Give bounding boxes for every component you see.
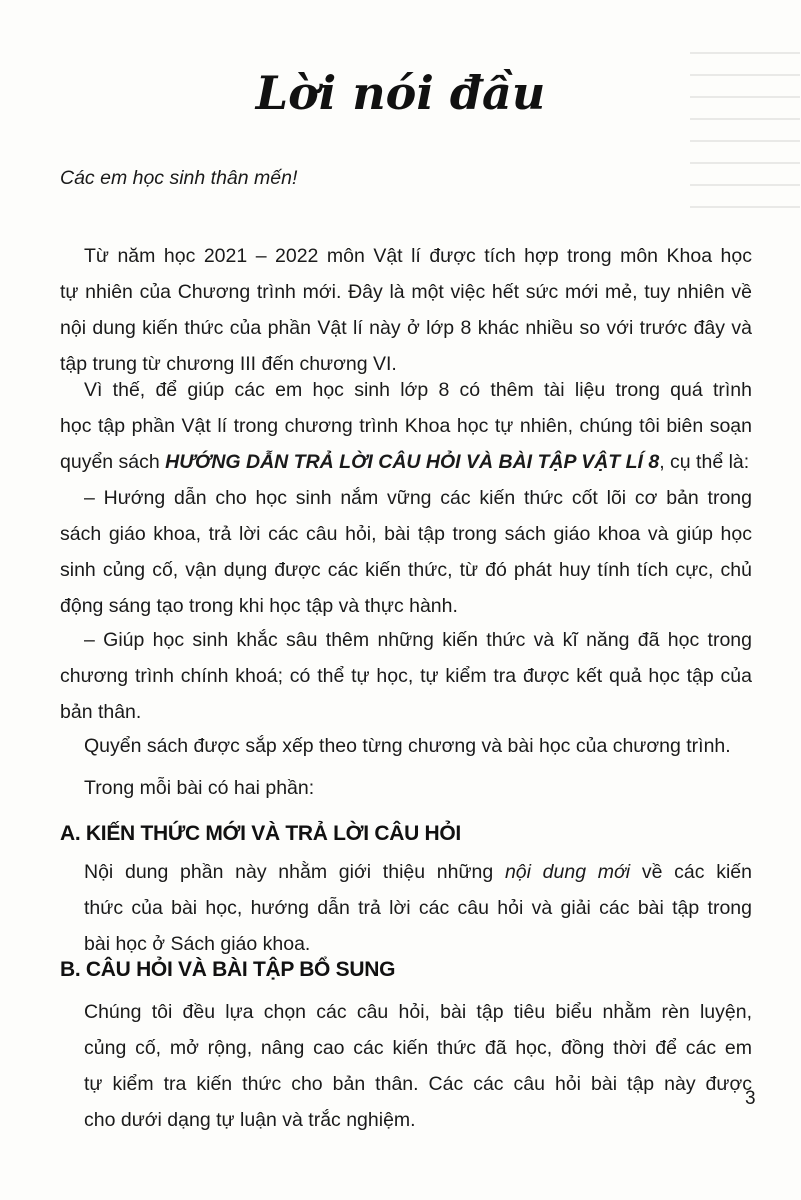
paragraph-line: cho dưới dạng tự luận và trắc nghiệm. [84,1109,416,1131]
emphasis-text: nội dung mới [504,861,631,883]
paragraph-structure: Quyển sách được sắp xếp theo từng chương và bài học của chương trình. [84,735,731,757]
text-run: , cụ thể là: [659,451,750,473]
section-b-body [84,994,752,1138]
paragraph-line: tự kiểm tra kiến thức cho bản thân. Các các câu hỏi bài tập này được [84,1073,752,1095]
paragraph-line: tập trung từ chương III đến chương VI. [60,353,397,375]
paragraph-line: thức của bài học, hướng dẫn trả lời các câu hỏi và giải các bài tập trong [84,897,752,919]
section-b-heading: B. CÂU HỎI VÀ BÀI TẬP BỔ SUNG [60,958,396,981]
section-a-heading: A. KIẾN THỨC MỚI VÀ TRẢ LỜI CÂU HỎI [60,822,461,845]
paragraph-intro [60,238,752,382]
paragraph-line: Vì thế, để giúp các em học sinh lớp 8 có thêm tài liệu trong quá trình [84,379,752,401]
bullet-item-1 [60,480,752,624]
page-number: 3 [745,1088,756,1109]
greeting: Các em học sinh thân mến! [60,167,298,189]
book-title: HƯỚNG DẪN TRẢ LỜI CÂU HỎI VÀ BÀI TẬP VẬT LÍ 8 [165,451,660,473]
paragraph-line: động sáng tạo trong khi học tập và thực hành. [60,595,458,617]
paragraph-line: bản thân. [60,701,142,723]
paragraph-line: Từ năm học 2021 – 2022 môn Vật lí được tích hợp trong môn Khoa học [84,245,752,267]
paragraph-line: nội dung kiến thức của phần Vật lí này ở lớp 8 khác nhiều so với trước đây và [60,317,752,339]
section-a-body [84,854,752,962]
paragraph-line: sách giáo khoa, trả lời các câu hỏi, bài tập trong sách giáo khoa và giúp học [60,523,752,545]
text-run: về các kiến [630,861,753,883]
bullet-item-2 [60,622,752,730]
paragraph-purpose [60,372,752,480]
paragraph-line: – Giúp học sinh khắc sâu thêm những kiến thức và kĩ năng đã học trong [84,629,752,651]
paragraph-line: sinh củng cố, vận dụng được các kiến thức, từ đó phát huy tính tích cực, chủ [60,559,752,581]
paragraph-line [84,854,752,890]
paragraph-line: bài học ở Sách giáo khoa. [84,933,311,955]
paragraph-line: học tập phần Vật lí trong chương trình Khoa học tự nhiên, chúng tôi biên soạn [60,415,752,437]
paragraph-line: củng cố, mở rộng, nâng cao các kiến thức đã học, đồng thời để các em [84,1037,752,1059]
paragraph-line [60,444,752,480]
paragraph-line: tự nhiên của Chương trình mới. Đây là một việc hết sức mới mẻ, tuy nhiên về [60,281,752,303]
paragraph-line: chương trình chính khoá; có thể tự học, tự kiểm tra được kết quả học tập của [60,665,752,687]
paragraph-line: Chúng tôi đều lựa chọn các câu hỏi, bài tập tiêu biểu nhằm rèn luyện, [84,1001,752,1023]
text-run: Nội dung phần này nhằm giới thiệu những [84,861,505,883]
paragraph-parts: Trong mỗi bài có hai phần: [84,777,315,799]
paragraph-line: – Hướng dẫn cho học sinh nắm vững các kiến thức cốt lõi cơ bản trong [84,487,752,509]
page-title: Lời nói đầu [255,66,546,120]
text-run: quyển sách [60,451,166,473]
